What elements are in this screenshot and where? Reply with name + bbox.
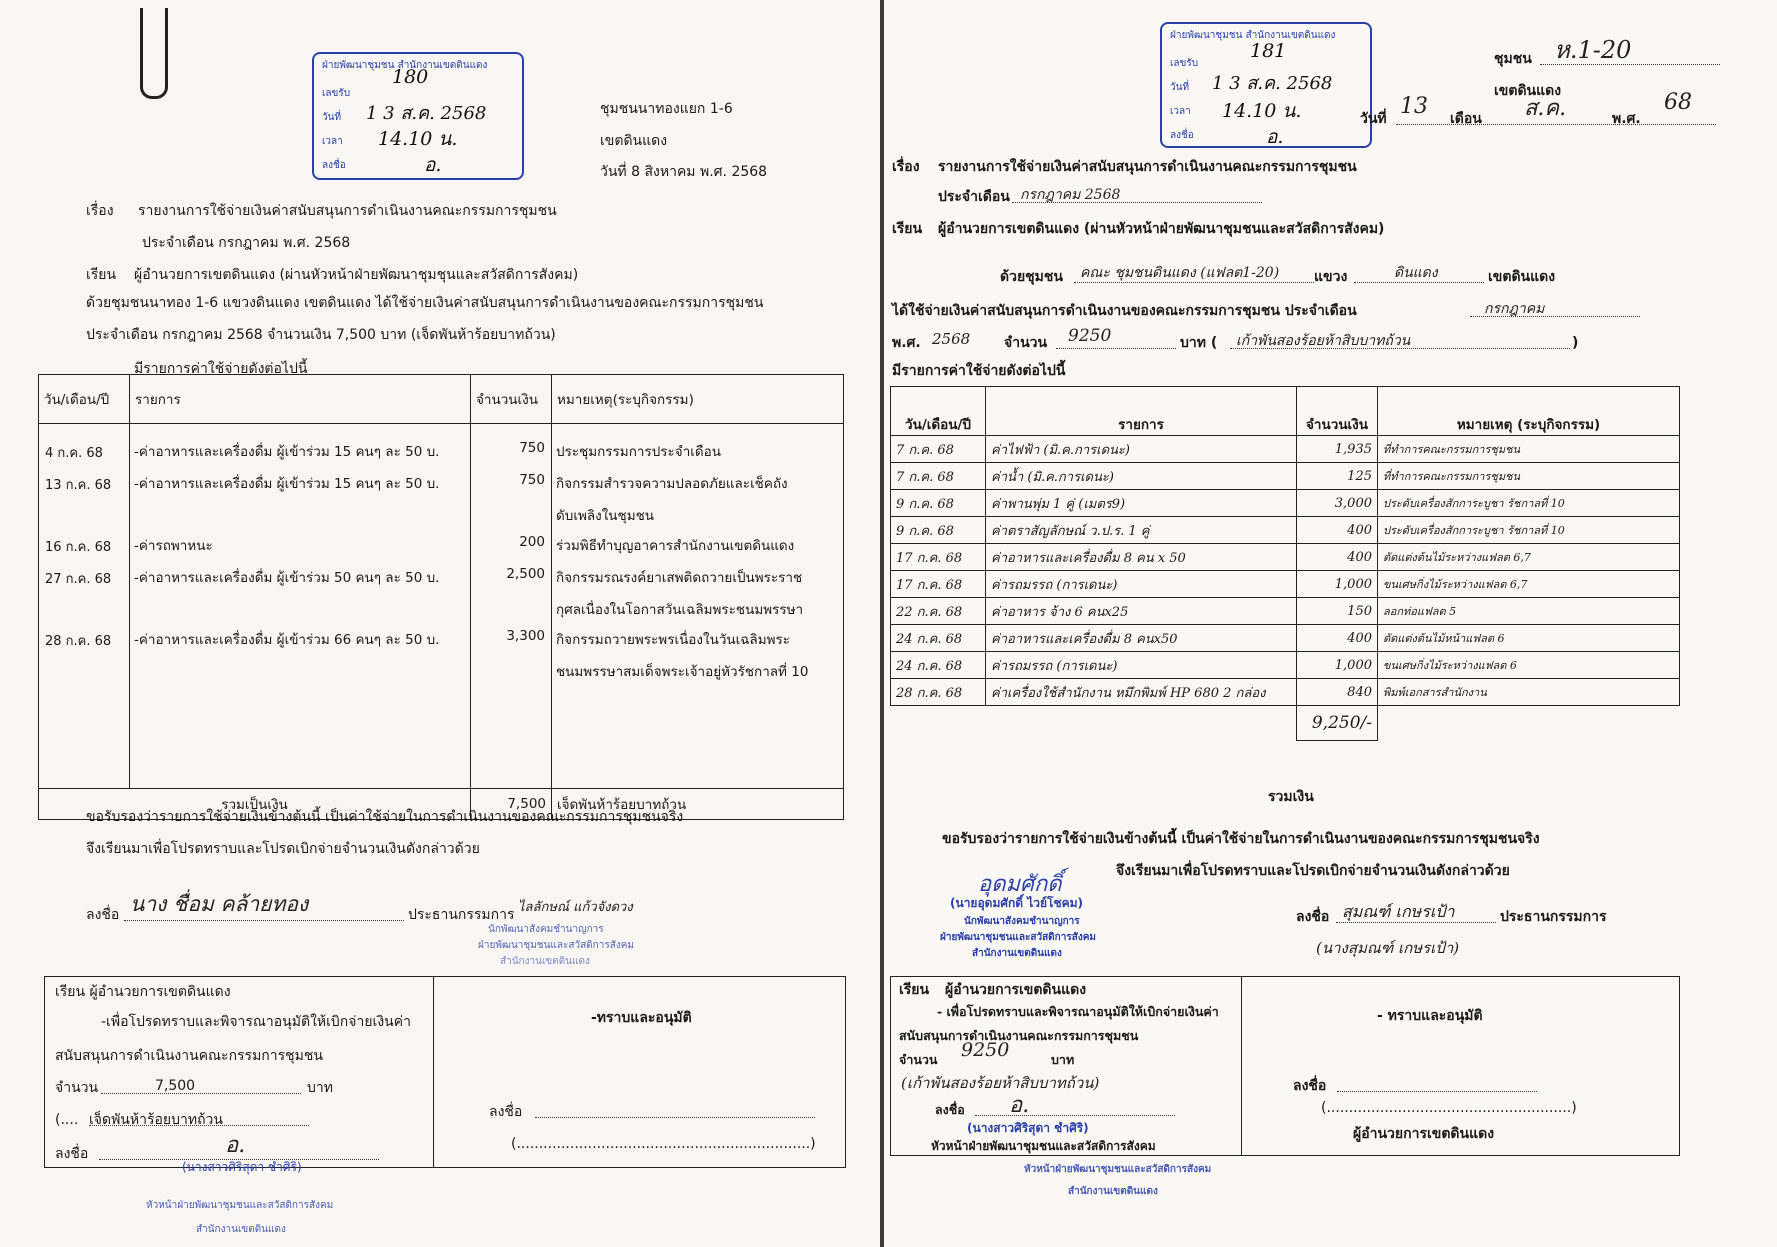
right-document-page (884, 0, 1777, 1247)
by-label: ด้วยชุมชน (1000, 269, 1063, 285)
by-dots (1074, 282, 1314, 283)
subject-text: รายงานการใช้จ่ายเงินค่าสนับสนุนการดำเนินงานคณะกรรมการชุมชน (138, 203, 557, 219)
row-note: ขนเศษกิ่งไม้ระหว่างแฟลต 6,7 (1378, 571, 1680, 598)
row-note: ประชุมกรรมการประจำเดือน (556, 444, 721, 460)
row-date: 9 ก.ค. 68 (891, 490, 986, 517)
row-amount: 2,500 (506, 566, 545, 582)
stamp-row-sign: ลงชื่อ (322, 160, 346, 171)
community-dots (1540, 64, 1720, 65)
row-amount: 750 (519, 440, 545, 456)
table-row (891, 679, 1680, 706)
row-item: ค่ารถมรรถ (การเดนะ) (986, 571, 1297, 598)
row-date: 17 ก.ค. 68 (891, 544, 986, 571)
table-total-row (891, 706, 1680, 741)
row-item: ค่าพานพุ่ม 1 คู่ (เมตร9) (986, 490, 1297, 517)
approval-unit: บาท (1051, 1052, 1075, 1067)
header-date: วันที่ 8 สิงหาคม พ.ศ. 2568 (600, 164, 768, 180)
header-district: เขตดินแดง (600, 133, 668, 149)
by-value: คณะ ชุมชนดินแดง (แฟลต1-20) (1080, 265, 1280, 281)
khwaeng-label: แขวง (1314, 269, 1348, 285)
amount-label: จำนวน (1004, 335, 1048, 351)
spent-line: ได้ใช้จ่ายเงินค่าสนับสนุนการดำเนินงานของคณะกรรมการชุมชน ประจำเดือน (892, 303, 1357, 319)
approval-amount: 9250 (961, 1039, 1010, 1061)
approval-sign-label: ลงชื่อ (55, 1146, 89, 1162)
approval-unit: บาท (307, 1080, 333, 1096)
table-row (891, 625, 1680, 652)
approval-right-paren: (..................................................................) (511, 1136, 816, 1152)
row-note: ลอกท่อแฟลต 5 (1378, 598, 1680, 625)
col-item: รายการ (130, 375, 471, 424)
approval-box (890, 976, 1680, 1156)
stamp-row-sign: ลงชื่อ (1170, 130, 1194, 141)
stamp-time: 14.10 น. (378, 128, 458, 150)
approval-words-open: (.... (55, 1112, 79, 1128)
approval-words: (เก้าพันสองร้อยห้าสิบบาทถ้วน) (901, 1074, 1100, 1092)
month-row-label: ประจำเดือน (938, 189, 1010, 205)
amount-value: 9250 (1068, 326, 1112, 346)
row-note: กิจกรรมสำรวจความปลอดภัยและเช็คถัง (556, 476, 788, 492)
row-date: 24 ก.ค. 68 (891, 625, 986, 652)
list-intro: มีรายการค่าใช้จ่ายดังต่อไปนี้ (892, 363, 1066, 379)
row-amount: 400 (1297, 544, 1378, 571)
khet-label: เขตดินแดง (1488, 269, 1556, 285)
row-date: 28 ก.ค. 68 (45, 634, 112, 649)
row-note: ชนมพรรษาสมเด็จพระเจ้าอยู่หัวรัชกาลที่ 10 (556, 664, 809, 680)
subject-month: ประจำเดือน กรกฎาคม พ.ศ. 2568 (142, 235, 351, 251)
officer-stamp-line: ฝ่ายพัฒนาชุมชนและสวัสดิการสังคม (478, 940, 634, 951)
approval-line-2: สนับสนุนการดำเนินงานคณะกรรมการชุมชน (899, 1028, 1139, 1043)
row-note: ตัดแต่งต้นไม้หน้าแฟลต 6 (1378, 625, 1680, 652)
row-item: ค่าอาหารและเครื่องดื่ม 8 คนx50 (986, 625, 1297, 652)
sign-label: ลงชื่อ (1296, 909, 1330, 925)
stamp-date: 1 3 ส.ค. 2568 (1212, 73, 1333, 94)
body-line-2: ประจำเดือน กรกฎาคม 2568 จำนวนเงิน 7,500 บาท (เจ็ดพันห้าร้อยบาทถ้วน) (86, 327, 556, 343)
certify-line-1: ขอรับรองว่ารายการใช้จ่ายเงินข้างต้นนี้ เป็นค่าใช้จ่ายในการดำเนินงานของคณะกรรมการชุมชนจริง (942, 831, 1540, 847)
row-note: ที่ทำการคณะกรรมการชุมชน (1378, 463, 1680, 490)
total-amount: 9,250/- (1297, 706, 1378, 741)
month-label: เดือน (1450, 111, 1482, 127)
subject-label: เรื่อง (892, 159, 920, 175)
col-note: หมายเหตุ(ระบุกิจกรรม) (552, 375, 844, 424)
approval-divider (1241, 977, 1242, 1155)
officer-role-2: ฝ่ายพัฒนาชุมชนและสวัสดิการสังคม (940, 932, 1096, 943)
pos-value: 2568 (932, 330, 971, 348)
row-note: ดับเพลิงในชุมชน (556, 508, 654, 524)
approval-sign-label: ลงชื่อ (935, 1102, 965, 1117)
officer-signature: อุดมศักดิ์ (978, 872, 1062, 897)
total-label: รวมเป็นเงิน (39, 789, 471, 820)
table-row (891, 571, 1680, 598)
chief-name-stamp: (นางสาวศิริสุดา ชำศิริ) (182, 1160, 302, 1174)
chief-office-stamp: สำนักงานเขตดินแดง (196, 1224, 286, 1235)
approval-to: เรียน ผู้อำนวยการเขตดินแดง (55, 984, 231, 1000)
year-label: พ.ศ. (1612, 111, 1641, 127)
sign-label: ลงชื่อ (86, 907, 120, 923)
expense-table (38, 374, 844, 820)
certify-line-2: จึงเรียนมาเพื่อโปรดทราบและโปรดเบิกจ่ายจำนวนเงินดังกล่าวด้วย (86, 841, 480, 857)
month-row-dots (1012, 202, 1262, 203)
total-amount: 7,500 (471, 789, 552, 820)
approval-words: เจ็ดพันห้าร้อยบาทถ้วน (89, 1112, 223, 1128)
khwaeng-value: ดินแดง (1394, 265, 1438, 281)
row-amount: 125 (1297, 463, 1378, 490)
row-note: กุศลเนื่องในโอกาสวันเฉลิมพระชนมพรรษา (556, 602, 804, 618)
row-note: ขนเศษกิ่งไม้ระหว่างแฟลต 6 (1378, 652, 1680, 679)
approval-amount: 7,500 (155, 1078, 196, 1094)
table-row (891, 598, 1680, 625)
row-amount: 840 (1297, 679, 1378, 706)
stamp-office: ฝ่ายพัฒนาชุมชน สำนักงานเขตดินแดง (1170, 30, 1336, 41)
approval-amount-label: จำนวน (55, 1080, 99, 1096)
stamp-sign: อ. (424, 154, 442, 176)
stamp-row-date: วันที่ (1170, 82, 1190, 93)
officer-stamp-line: นักพัฒนาสังคมชำนาญการ (488, 924, 604, 935)
stamp-time: 14.10 น. (1222, 100, 1302, 122)
approval-right-paren: (.......................................................) (1321, 1100, 1577, 1116)
row-note: กิจกรรมถวายพระพรเนื่องในวันเฉลิมพระ (556, 632, 791, 648)
col-amount: จำนวนเงิน (1297, 387, 1378, 436)
row-date: 7 ก.ค. 68 (891, 436, 986, 463)
received-stamp (1160, 22, 1372, 148)
row-note: ประดับเครื่องสักการะบูชา รัชกาลที่ 10 (1378, 490, 1680, 517)
stamp-number: 181 (1250, 40, 1287, 62)
row-date: 13 ก.ค. 68 (45, 478, 112, 493)
row-amount: 150 (1297, 598, 1378, 625)
sign-handwritten: สุมณฑ์ เกษรเป้า (1342, 902, 1455, 921)
officer-role-1: นักพัฒนาสังคมชำนาญการ (964, 916, 1080, 927)
left-document-page (0, 0, 880, 1247)
spent-month-dots (1470, 316, 1640, 317)
total-words: เจ็ดพันห้าร้อยบาทถ้วน (552, 789, 844, 820)
approval-words-dots (89, 1125, 309, 1126)
header-community: ชุมชนนาทองแยก 1-6 (600, 101, 733, 117)
month-value: ส.ค. (1524, 96, 1567, 121)
row-date: 24 ก.ค. 68 (891, 652, 986, 679)
approval-amount-dots (101, 1093, 301, 1094)
to-label: เรียน (86, 267, 117, 283)
baht-label: บาท ( (1180, 335, 1218, 351)
stamp-row-number: เลขรับ (322, 88, 351, 99)
officer-stamp-line: สำนักงานเขตดินแดง (500, 956, 590, 967)
row-date: 7 ก.ค. 68 (891, 463, 986, 490)
row-date: 16 ก.ค. 68 (45, 540, 112, 555)
paper-clip-icon (140, 8, 168, 99)
row-item: -ค่าอาหารและเครื่องดื่ม ผู้เข้าร่วม 50 คนๆ ละ 50 บ. (134, 570, 440, 586)
col-amount: จำนวนเงิน (471, 375, 552, 424)
to-text: ผู้อำนวยการเขตดินแดง (ผ่านหัวหน้าฝ่ายพัฒนาชุมชนและสวัสดิการสังคม) (938, 221, 1385, 237)
row-note: ที่ทำการคณะกรรมการชุมชน (1378, 436, 1680, 463)
spent-month: กรกฎาคม (1484, 301, 1545, 317)
chief-role-stamp: หัวหน้าฝ่ายพัฒนาชุมชนและสวัสดิการสังคม (146, 1200, 334, 1211)
officer-role-3: สำนักงานเขตดินแดง (972, 948, 1062, 959)
subject-text: รายงานการใช้จ่ายเงินค่าสนับสนุนการดำเนินงานคณะกรรมการชุมชน (938, 159, 1357, 175)
sign-dots (1336, 922, 1496, 923)
col-date: วัน/เดือน/ปี (39, 375, 130, 424)
stamp-row-time: เวลา (1170, 106, 1191, 117)
approval-right-title: - ทราบและอนุมัติ (1377, 1008, 1483, 1024)
sign-handwritten: นาง ชื่อม คล้ายทอง (130, 892, 309, 916)
row-amount: 1,000 (1297, 652, 1378, 679)
month-row-value: กรกฎาคม 2568 (1020, 187, 1121, 203)
sign-dotline (124, 920, 404, 921)
approval-sign-hand: อ. (1009, 1093, 1030, 1118)
col-date: วัน/เดือน/ปี (891, 387, 986, 436)
table-header-row (39, 375, 844, 424)
row-date: 17 ก.ค. 68 (891, 571, 986, 598)
row-date: 22 ก.ค. 68 (891, 598, 986, 625)
year-value: 68 (1664, 90, 1692, 115)
table-body-row (39, 424, 844, 789)
row-amount: 1,000 (1297, 571, 1378, 598)
row-item: ค่าอาหารและเครื่องดื่ม 8 คน x 50 (986, 544, 1297, 571)
row-item: -ค่ารถพาหนะ (134, 538, 213, 554)
row-amount: 750 (519, 472, 545, 488)
approval-line-2: สนับสนุนการดำเนินงานคณะกรรมการชุมชน (55, 1048, 323, 1064)
sign-overlay: ไลลักษณ์ แก้วจังดวง (518, 900, 633, 915)
row-amount: 1,935 (1297, 436, 1378, 463)
officer-name: (นายอุดมศักดิ์ ไวย์โชคม) (950, 896, 1084, 910)
stamp-number: 180 (392, 66, 429, 88)
table-row (891, 517, 1680, 544)
table-row (891, 436, 1680, 463)
row-note: ร่วมพิธีทำบุญอาคารสำนักงานเขตดินแดง (556, 538, 795, 554)
list-intro: มีรายการค่าใช้จ่ายดังต่อไปนี้ (134, 361, 308, 377)
approval-right-title: -ทราบและอนุมัติ (591, 1010, 692, 1026)
approval-director: ผู้อำนวยการเขตดินแดง (1353, 1126, 1495, 1142)
row-item: ค่าไฟฟ้า (มิ.ค.การเดนะ) (986, 436, 1297, 463)
table-row (891, 652, 1680, 679)
approval-sign-dots (975, 1115, 1175, 1116)
row-item: ค่าน้ำ (มิ.ค.การเดนะ) (986, 463, 1297, 490)
row-date: 28 ก.ค. 68 (891, 679, 986, 706)
row-date: 9 ก.ค. 68 (891, 517, 986, 544)
row-date: 27 ก.ค. 68 (45, 572, 112, 587)
pos-label: พ.ศ. (892, 335, 921, 351)
row-note: ประดับเครื่องสักการะบูชา รัชกาลที่ 10 (1378, 517, 1680, 544)
to-text: ผู้อำนวยการเขตดินแดง (ผ่านหัวหน้าฝ่ายพัฒนาชุมชุนและสวัสดิการสังคม) (134, 267, 579, 283)
approval-chief-name: (นางสาวศิริสุดา ชำศิริ) (967, 1121, 1089, 1135)
row-amount: 200 (519, 534, 545, 550)
approval-sign-hand: อ. (225, 1133, 246, 1158)
approval-divider (433, 977, 434, 1167)
stamp-date: 1 3 ส.ค. 2568 (366, 103, 487, 124)
row-amount: 400 (1297, 625, 1378, 652)
received-stamp (312, 52, 524, 180)
row-note: กิจกรรมรณรงค์ยาเสพติดถวายเป็นพระราช (556, 570, 803, 586)
row-amount: 3,000 (1297, 490, 1378, 517)
approval-amount-label: จำนวน (899, 1052, 938, 1067)
stamp-office: ฝ่ายพัฒนาชุมชน สำนักงานเขตดินแดง (322, 60, 488, 71)
row-date: 4 ก.ค. 68 (45, 446, 103, 461)
amount-words-dots (1230, 348, 1570, 349)
approval-box (44, 976, 846, 1168)
community-label: ชุมชน (1494, 51, 1532, 67)
row-item: -ค่าอาหารและเครื่องดื่ม ผู้เข้าร่วม 15 คนๆ ละ 50 บ. (134, 444, 440, 460)
to-label: เรียน (892, 221, 923, 237)
stamp-row-time: เวลา (322, 136, 343, 147)
stamp-row-number: เลขรับ (1170, 58, 1199, 69)
table-row (891, 463, 1680, 490)
table-row (891, 490, 1680, 517)
sign-role: ประธานกรรมการ (1500, 909, 1607, 925)
table-header-row (891, 387, 1680, 436)
certify-line-1: ขอรับรองว่ารายการใช้จ่ายเงินข้างต้นนี้ เป็นค่าใช้จ่ายในการดำเนินงานของคณะกรรมการชุมชนจริง (86, 809, 684, 825)
chief-stamp-line: หัวหน้าฝ่ายพัฒนาชุมชนและสวัสดิการสังคม (1024, 1164, 1212, 1175)
row-note: ตัดแต่งต้นไม้ระหว่างแฟลต 6,7 (1378, 544, 1680, 571)
date-day: 13 (1400, 94, 1428, 119)
row-item: -ค่าอาหารและเครื่องดื่ม ผู้เข้าร่วม 66 คนๆ ละ 50 บ. (134, 632, 440, 648)
table-row (891, 544, 1680, 571)
approval-line-1: -เพื่อโปรดทราบและพิจารณาอนุมัติให้เบิกจ่ายเงินค่า (101, 1014, 411, 1030)
col-item: รายการ (986, 387, 1297, 436)
amount-words: เก้าพันสองร้อยห้าสิบบาทถ้วน (1236, 333, 1411, 349)
row-item: ค่าตราสัญลักษณ์ ว.ป.ร. 1 คู่ (986, 517, 1297, 544)
approval-right-dots (1337, 1091, 1537, 1092)
row-item: ค่าอาหาร จ้าง 6 คนx25 (986, 598, 1297, 625)
row-item: ค่ารถมรรถ (การเดนะ) (986, 652, 1297, 679)
total-label: รวมเงิน (1268, 789, 1314, 805)
body-line-1: ด้วยชุมชนนาทอง 1-6 แขวงดินแดง เขตดินแดง ได้ใช้จ่ายเงินค่าสนับสนุนการดำเนินงานของคณะกรรมการชุมชน (86, 295, 764, 311)
row-amount: 3,300 (506, 628, 545, 644)
subject-label: เรื่อง (86, 203, 114, 219)
district-label: เขตดินแดง (1494, 83, 1562, 99)
approval-to-label: เรียน (899, 982, 930, 998)
row-note: พิมพ์เอกสารสำนักงาน (1378, 679, 1680, 706)
approval-right-sign: ลงชื่อ (489, 1104, 523, 1120)
amount-words-close: ) (1572, 335, 1579, 351)
khwaeng-dots (1354, 282, 1484, 283)
amount-dots (1056, 348, 1176, 349)
row-item: -ค่าอาหารและเครื่องดื่ม ผู้เข้าร่วม 15 คนๆ ละ 50 บ. (134, 476, 440, 492)
approval-line-1: - เพื่อโปรดทราบและพิจารณาอนุมัติให้เบิกจ่ายเงินค่า (937, 1004, 1219, 1019)
sign-name-hand: (นางสุมณฑ์ เกษรเป้า) (1316, 939, 1460, 957)
sign-role: ประธานกรรมการ (408, 907, 515, 923)
stamp-sign: อ. (1266, 126, 1284, 148)
col-note: หมายเหตุ (ระบุกิจกรรม) (1378, 387, 1680, 436)
approval-right-dots (535, 1117, 815, 1118)
row-item: ค่าเครื่องใช้สำนักงาน หมึกพิมพ์ HP 680 2 กล่อง (986, 679, 1297, 706)
chief-stamp-office: สำนักงานเขตดินแดง (1068, 1186, 1158, 1197)
approval-to: ผู้อำนวยการเขตดินแดง (945, 982, 1087, 998)
community-value: ห.1-20 (1554, 36, 1632, 64)
row-amount: 400 (1297, 517, 1378, 544)
date-dots (1396, 124, 1716, 125)
certify-line-2: จึงเรียนมาเพื่อโปรดทราบและโปรดเบิกจ่ายจำนวนเงินดังกล่าวด้วย (1116, 863, 1510, 879)
approval-right-sign: ลงชื่อ (1293, 1078, 1327, 1094)
expense-table (890, 386, 1680, 741)
approval-chief-role: หัวหน้าฝ่ายพัฒนาชุมชนและสวัสดิการสังคม (931, 1139, 1156, 1153)
date-label: วันที่ (1360, 111, 1387, 127)
stamp-row-date: วันที่ (322, 112, 342, 123)
